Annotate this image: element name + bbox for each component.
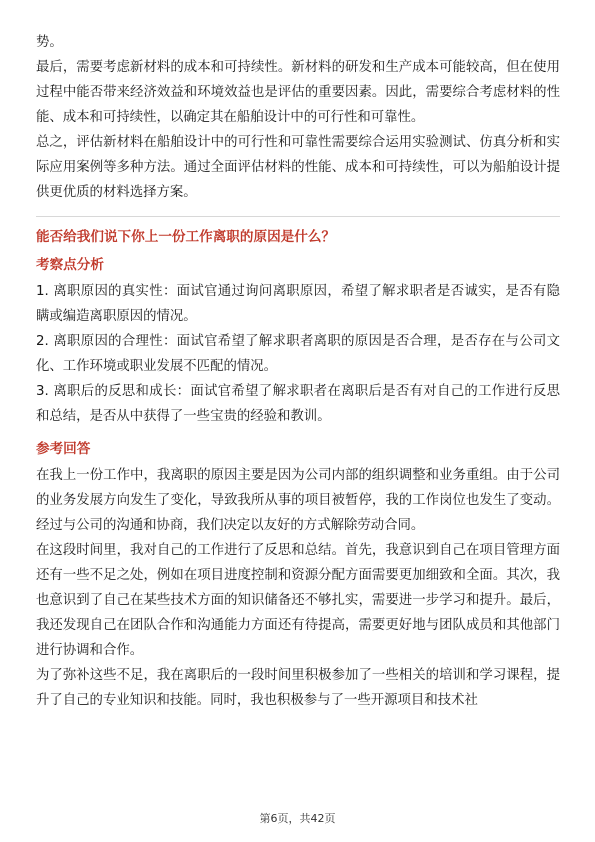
analysis-item-3: 3. 离职后的反思和成长：面试官希望了解求职者在离职后是否有对自己的工作进行反思和总结，是否从中获得了一些宝贵的经验和教训。: [36, 384, 560, 424]
paragraph-continued: 势。: [36, 35, 63, 50]
answer-paragraph-3: 为了弥补这些不足，我在离职后的一段时间里积极参加了一些相关的培训和学习课程，提升了自己的专业知识和技能。同时，我也积极参与了一些开源项目和技术社: [36, 668, 560, 708]
answer-paragraph-1: 在我上一份工作中，我离职的原因主要是因为公司内部的组织调整和业务重组。由于公司的业务发展方向发生了变化，导致我所从事的项目被暂停，我的工作岗位也发生了变动。经过与公司的沟通和协商，我们决定以友好的方式解除劳动合同。: [36, 468, 560, 533]
document-page: [36, 30, 560, 713]
analysis-heading: 考察点分析: [36, 257, 104, 273]
analysis-item-2: 2. 离职原因的合理性：面试官希望了解求职者离职的原因是否合理，是否存在与公司文化、工作环境或职业发展不匹配的情况。: [36, 334, 560, 374]
page-number: 第6页，共42页: [259, 812, 336, 825]
answer-heading: 参考回答: [36, 441, 91, 457]
paragraph-summary: 总之，评估新材料在船舶设计中的可行性和可靠性需要综合运用实验测试、仿真分析和实际应用案例等多种方法。通过全面评估材料的性能、成本和可持续性，可以为船舶设计提供更优质的材料选择方案。: [36, 135, 560, 200]
interview-question: 能否给我们说下你上一份工作离职的原因是什么？: [36, 229, 336, 245]
paragraph-cost-sustainability: 最后，需要考虑新材料的成本和可持续性。新材料的研发和生产成本可能较高，但在使用过程中能否带来经济效益和环境效益也是评估的重要因素。因此，需要综合考虑材料的性能、成本和可持续性，以确定其在船舶设计中的可行性和可靠性。: [36, 60, 560, 125]
answer-paragraph-2: 在这段时间里，我对自己的工作进行了反思和总结。首先，我意识到自己在项目管理方面还有一些不足之处，例如在项目进度控制和资源分配方面需要更加细致和全面。其次，我也意识到了自己在某些技术方面的知识储备还不够扎实，需要进一步学习和提升。最后，我还发现自己在团队合作和沟通能力方面还有待提高，需要更好地与团队成员和其他部门进行协调和合作。: [36, 543, 560, 658]
section-divider: [36, 216, 560, 217]
analysis-item-1: 1. 离职原因的真实性：面试官通过询问离职原因，希望了解求职者是否诚实，是否有隐瞒或编造离职原因的情况。: [36, 284, 560, 324]
